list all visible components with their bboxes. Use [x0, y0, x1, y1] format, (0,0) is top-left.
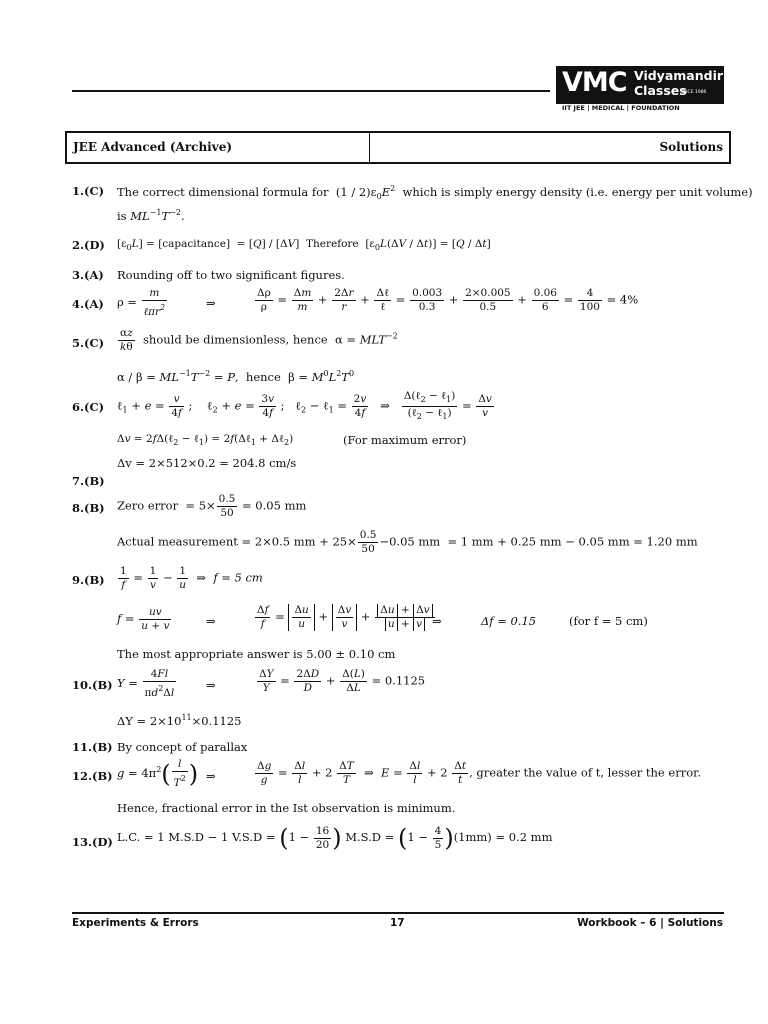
- answer-formula: ℓ$_1$ + e = $\frac{v}{4f}$ ; ℓ$_2$ + e = $\frac{3v}{4f}$ ; ℓ$_2$ − ℓ$_1$ = $\frac{2v}{4f}$ ⇒ $\frac{\Delta(\ell_2 - \ell_1)}{(\ell_2 - \ell_1)}$ = $\frac{\Delta v}{v}$: [117, 390, 492, 421]
- answer-label: 11.(B): [72, 740, 113, 754]
- implies-arrow: ⇒: [432, 614, 442, 628]
- q9-df-value: Δf = 0.15: [481, 614, 537, 628]
- q6-calc: Δv = 2×512×0.2 = 204.8 cm/s: [117, 456, 297, 470]
- footer-right: Workbook – 6 | Solutions: [577, 917, 723, 929]
- answer-formula: $\alpha / \beta = ML^{-1}T^{-2} = P$, hence $\beta = M^0L^2T^0$: [117, 369, 355, 384]
- answer-label: 1.(C): [72, 184, 105, 198]
- vmc-logo: [556, 66, 724, 104]
- answer-label: 5.(C): [72, 336, 105, 350]
- answer-formula: Zero error = 5× $\frac{0.5}{50}$ = 0.05 mm: [117, 493, 307, 519]
- q9-f-value: f = 5 cm: [213, 570, 263, 585]
- answer-text: $[\varepsilon_0L]$ = [capacitance] = [Q] / [ΔV] Therefore $[\varepsilon_0L(\Delta V / \Delta t)] = [Q / \Delta t]$: [117, 238, 491, 252]
- implies-arrow: ⇒: [206, 678, 216, 692]
- answer-formula: $\frac{\Delta f}{f}$ = $\frac{\Delta u}{u}$ + $\frac{\Delta v}{v}$ + $\frac{\Delta u + \Delta v}{u + v}$: [254, 604, 436, 631]
- answer-formula: L.C. = 1 M.S.D − 1 V.S.D = (1 − $\frac{16}{20}$ ) M.S.D = (1 − $\frac{4}{5}$ )(1mm) = 0.2 mm: [117, 824, 553, 852]
- implies-arrow: ⇒: [206, 296, 216, 310]
- answer-formula: Y = $\frac{4Fl}{\pi d^2\Delta l}$: [117, 668, 175, 699]
- answer-label: 2.(D): [72, 238, 105, 252]
- q13-msd: M.S.D =: [345, 830, 395, 844]
- q1-text-a: The correct dimensional formula for: [117, 185, 329, 199]
- answer-label: 10.(B): [72, 678, 113, 692]
- implies-arrow: ⇒: [206, 614, 216, 628]
- q12-hence: Hence, fractional error in the Ist observation is minimum.: [117, 801, 456, 815]
- q10-dy: ΔY = 2×10: [117, 714, 182, 728]
- q8-zero-value: = 0.05 mm: [242, 498, 307, 513]
- q13-lc: L.C. = 1 M.S.D − 1 V.S.D =: [117, 830, 276, 844]
- answer-label: 3.(A): [72, 268, 104, 282]
- q2-therefore: Therefore: [305, 238, 359, 250]
- answer-label: 12.(B): [72, 769, 113, 783]
- answer-formula: $\frac{\Delta g}{g}$ = $\frac{\Delta l}{l}$ + 2 $\frac{\Delta T}{T}$ ⇒ E = $\frac{\Delta l}{l}$ + 2 $\frac{\Delta t}{t}$ , greater the value of t, lesser the error.: [257, 760, 702, 786]
- answer-label: 4.(A): [72, 297, 104, 311]
- q4-result: = 4%: [606, 292, 639, 307]
- q1-text-c: is: [117, 209, 127, 223]
- logo-since: SINCE 1986: [680, 90, 707, 95]
- answer-formula: $\frac{1}{f}$ = $\frac{1}{v}$ − $\frac{1}{u}$ ⇒ f = 5 cm: [120, 565, 263, 591]
- q6-note: (For maximum error): [343, 433, 467, 447]
- title-left: JEE Advanced (Archive): [67, 133, 370, 162]
- q12-text: , greater the value of t, lesser the error.: [469, 765, 702, 780]
- q8-zero-error: Zero error: [117, 498, 179, 513]
- answer-formula: Δv = 2fΔ(ℓ$_2$ − ℓ$_1$) = 2f(Δℓ$_1$ + Δℓ$_2$): [117, 433, 294, 447]
- page-number: 17: [390, 917, 405, 929]
- q13-result: (1mm) = 0.2 mm: [453, 830, 553, 844]
- q1-text-b: which is simply energy density (i.e. energy per unit volume): [402, 185, 753, 199]
- footer-rule: [72, 912, 724, 914]
- answer-formula: $\frac{\alpha z}{k\theta}$ should be dimensionless, hence $\alpha = MLT^{-2}$: [120, 327, 398, 353]
- logo-name-line1: Vidyamandir: [634, 68, 724, 83]
- q5-text: should be dimensionless, hence: [143, 332, 328, 347]
- q10-value: = 0.1125: [371, 673, 426, 688]
- implies-arrow: ⇒: [206, 769, 216, 783]
- answer-formula: [117, 713, 242, 728]
- title-bar: [65, 131, 731, 164]
- answer-label: 13.(D): [72, 835, 113, 849]
- answer-formula: $g = 4\pi^2$( $\frac{l}{T^2}$ ): [117, 758, 199, 789]
- answer-text: is $ML^{-1}T^{-2}$.: [117, 208, 185, 223]
- logo-text: VMC: [562, 67, 627, 98]
- title-right: Solutions: [659, 140, 723, 154]
- answer-label: 9.(B): [72, 573, 105, 587]
- answer-formula: $\frac{\Delta Y}{Y}$ = $\frac{2\Delta D}{D}$ + $\frac{\Delta(L)}{\Delta L}$ = 0.1125: [259, 668, 426, 694]
- answer-text: By concept of parallax: [117, 740, 248, 754]
- logo-name-line2: Classes: [634, 83, 687, 98]
- q8-actual: Actual measurement: [117, 534, 238, 549]
- header-rule: [72, 90, 550, 92]
- answer-label: 8.(B): [72, 501, 105, 515]
- answer-formula: ρ = $\frac{m}{\ell\pi r^2}$: [117, 287, 166, 318]
- answer-text: The correct dimensional formula for $(1 / 2)\varepsilon_0E^2$ which is simply energy density (i.e. energy per unit volume): [117, 184, 753, 201]
- answer-formula: Actual measurement = 2×0.5 mm + 25× $\frac{0.5}{50}$ −0.05 mm = 1 mm + 0.25 mm − 0.05 mm = 1.20 mm: [117, 529, 698, 555]
- q9-for-f: (for f = 5 cm): [569, 614, 648, 628]
- answer-formula: f = $\frac{uv}{u + v}$: [117, 606, 170, 632]
- answer-label: 6.(C): [72, 400, 105, 414]
- answer-text: Rounding off to two significant figures.: [117, 268, 345, 282]
- q5-hence: hence: [245, 370, 281, 384]
- q10-dy-exp: 11: [181, 713, 192, 722]
- answer-label: 7.(B): [72, 474, 105, 488]
- footer-left: Experiments & Errors: [72, 917, 199, 929]
- q10-dy-tail: ×0.1125: [191, 714, 242, 728]
- answer-formula: $\frac{\Delta\rho}{\rho}$ = $\frac{\Delta m}{m}$ + $\frac{2\Delta r}{r}$ + $\frac{\text{Δℓ}}{\text{ℓ}}$ = $\frac{0.003}{0.3}$ + $\frac{2\times 0.005}{0.5}$ + $\frac{0.06}{6}$ = $\frac{4}{100}$ = 4%: [257, 287, 639, 313]
- logo-subtitle: IIT JEE | MEDICAL | FOUNDATION: [562, 104, 680, 112]
- q8-actual-value: = 1 mm + 0.25 mm − 0.05 mm = 1.20 mm: [447, 534, 698, 549]
- q9-answer: The most appropriate answer is 5.00 ± 0.10 cm: [117, 647, 396, 661]
